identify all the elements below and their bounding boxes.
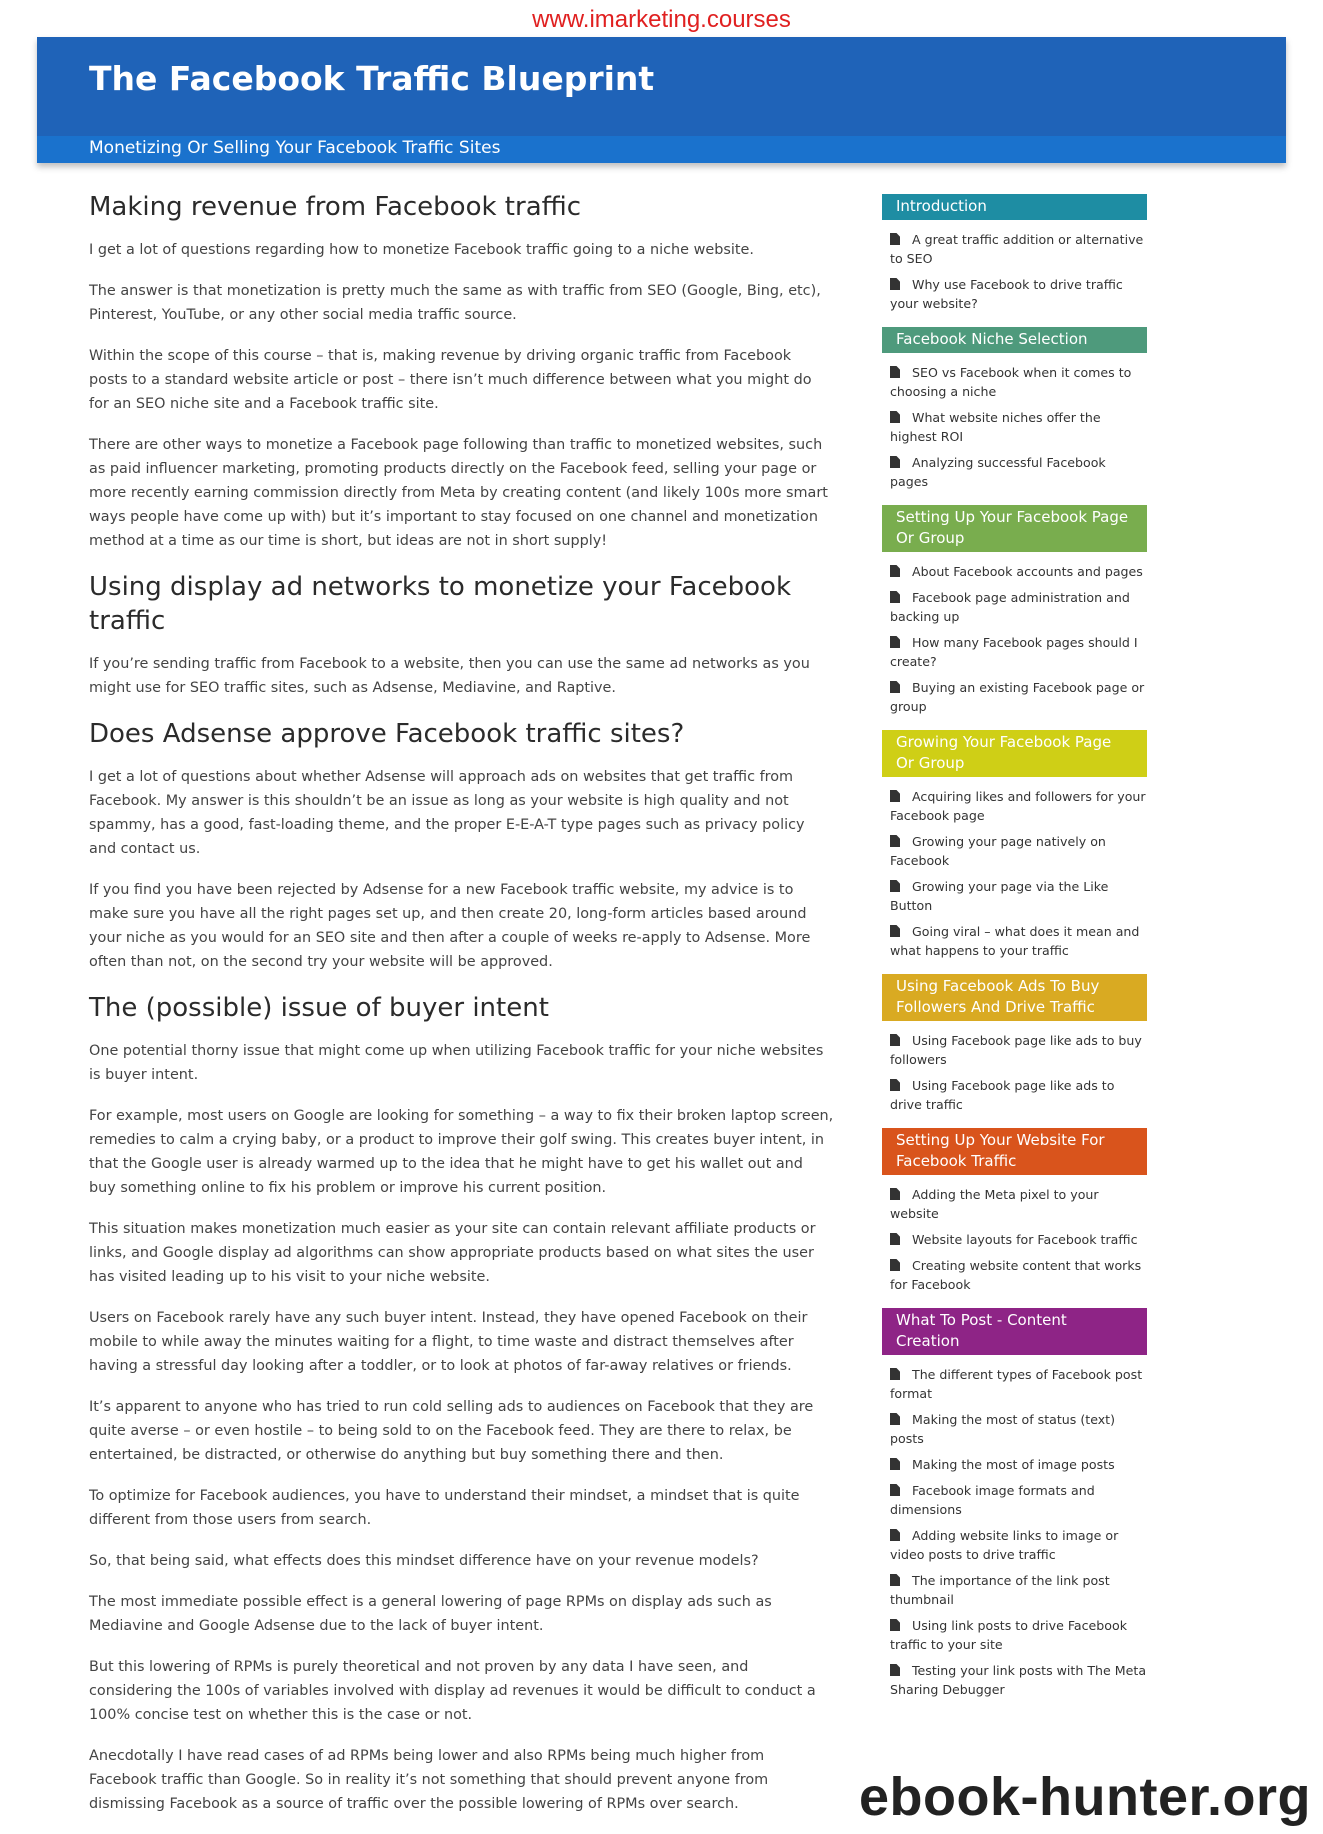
- course-title: The Facebook Traffic Blueprint: [89, 59, 655, 98]
- document-icon: [890, 1458, 900, 1470]
- site-url[interactable]: www.imarketing.courses: [532, 6, 791, 33]
- paragraph: I get a lot of questions regarding how to monetize Facebook traffic going to a niche website.: [89, 242, 754, 258]
- lesson-list: [882, 1185, 1147, 1294]
- paragraph: Users on Facebook rarely have any such buyer intent. Instead, they have opened Facebook on their mobile to while away the minutes waiting for a flight, to time waste and distract themselves after having a stressful day looking after a toddler, or to look at photos of far-away relatives or friends.: [89, 1310, 808, 1374]
- sidebar-category-website-setup: Setting Up Your Website For Facebook Traffic: [882, 1128, 1147, 1175]
- heading-adsense: Does Adsense approve Facebook traffic sites?: [89, 719, 685, 749]
- sidebar-category-growing-page: Growing Your Facebook Page Or Group: [882, 730, 1147, 777]
- sidebar-category-content-creation: What To Post - Content Creation: [882, 1308, 1147, 1355]
- lesson-link[interactable]: Growing your page natively on Facebook: [890, 834, 1106, 868]
- lesson-link[interactable]: What website niches offer the highest ROI: [890, 410, 1101, 444]
- lesson-link[interactable]: Using Facebook page like ads to buy followers: [890, 1033, 1142, 1067]
- lesson-link[interactable]: Facebook page administration and backing up: [890, 590, 1130, 624]
- paragraph: So, that being said, what effects does this mindset difference have on your revenue models?: [89, 1553, 759, 1569]
- document-icon: [890, 1034, 900, 1046]
- lesson-list: [882, 787, 1147, 960]
- lesson-link[interactable]: How many Facebook pages should I create?: [890, 635, 1138, 669]
- document-icon: [890, 233, 900, 245]
- document-icon: [890, 366, 900, 378]
- paragraph: This situation makes monetization much easier as your site can contain relevant affiliate products or links, and Google display ad algorithms can show appropriate products based on what sites the user has visited leading up to his visit to your niche website.: [89, 1221, 816, 1285]
- document-icon: [890, 790, 900, 802]
- document-icon: [890, 835, 900, 847]
- heading-buyer-intent: The (possible) issue of buyer intent: [89, 993, 549, 1023]
- paragraph: For example, most users on Google are looking for something – a way to fix their broken laptop screen, remedies to calm a crying baby, or a product to improve their golf swing. This creates buyer intent, in that the Google user is already warmed up to the idea that he might have to get his wallet out and buy something online to fix his problem or improve his current position.: [89, 1108, 834, 1196]
- document-icon: [890, 925, 900, 937]
- sidebar-category-setup-page: Setting Up Your Facebook Page Or Group: [882, 505, 1147, 552]
- lesson-list: [882, 1031, 1147, 1114]
- lesson-link[interactable]: Going viral – what does it mean and what happens to your traffic: [890, 924, 1140, 958]
- paragraph: Anecdotally I have read cases of ad RPMs being lower and also RPMs being much higher from Facebook traffic than Google. So in reality it’s not something that should prevent anyone from dismissing Facebook as a source of traffic over the possible lowering of RPMs over search.: [89, 1748, 769, 1812]
- document-icon: [890, 1484, 900, 1496]
- lesson-link[interactable]: Creating website content that works for Facebook: [890, 1258, 1142, 1292]
- paragraph: To optimize for Facebook audiences, you have to understand their mindset, a mindset that is quite different from those users from search.: [89, 1488, 800, 1528]
- course-sidebar: [882, 194, 1147, 1713]
- document-icon: [890, 636, 900, 648]
- document-icon: [890, 278, 900, 290]
- lesson-link[interactable]: The different types of Facebook post format: [890, 1367, 1143, 1401]
- document-icon: [890, 411, 900, 423]
- lesson-link[interactable]: Making the most of status (text) posts: [890, 1412, 1116, 1446]
- heading-display-ads: Using display ad networks to monetize your Facebook traffic: [89, 572, 792, 636]
- lesson-list: [882, 363, 1147, 491]
- module-subtitle: Monetizing Or Selling Your Facebook Traffic Sites: [89, 138, 501, 158]
- lesson-link[interactable]: Acquiring likes and followers for your Facebook page: [890, 789, 1146, 823]
- lesson-link[interactable]: Using Facebook page like ads to drive traffic: [890, 1078, 1115, 1112]
- lesson-link[interactable]: Adding website links to image or video posts to drive traffic: [890, 1528, 1119, 1562]
- document-icon: [890, 565, 900, 577]
- document-icon: [890, 1619, 900, 1631]
- lesson-link[interactable]: A great traffic addition or alternative to SEO: [890, 232, 1144, 266]
- paragraph: The answer is that monetization is pretty much the same as with traffic from SEO (Google, Bing, etc), Pinterest, YouTube, or any other social media traffic source.: [89, 283, 821, 323]
- document-icon: [890, 1664, 900, 1676]
- paragraph: If you find you have been rejected by Adsense for a new Facebook traffic website, my advice is to make sure you have all the right pages set up, and then create 20, long-form articles based around your niche as you would for an SEO site and then after a couple of weeks re-apply to Adsense. More often than not, on the second try your website will be approved.: [89, 882, 811, 970]
- sidebar-category-niche-selection: Facebook Niche Selection: [882, 327, 1147, 353]
- document-icon: [890, 1188, 900, 1200]
- lesson-link[interactable]: Adding the Meta pixel to your website: [890, 1187, 1099, 1221]
- lesson-link[interactable]: Why use Facebook to drive traffic your website?: [890, 277, 1123, 311]
- sidebar-category-facebook-ads: Using Facebook Ads To Buy Followers And Drive Traffic: [882, 974, 1147, 1021]
- lesson-list: [882, 562, 1147, 716]
- document-icon: [890, 1233, 900, 1245]
- lesson-list: [882, 230, 1147, 313]
- paragraph: If you’re sending traffic from Facebook to a website, then you can use the same ad networks as you might use for SEO traffic sites, such as Adsense, Mediavine, and Raptive.: [89, 656, 810, 696]
- header-banner: [37, 37, 1286, 163]
- paragraph: There are other ways to monetize a Facebook page following than traffic to monetized websites, such as paid influencer marketing, promoting products directly on the Facebook feed, selling your page or more recently earning commission directly from Meta by creating content (and likely 100s more smart ways people have come up with) but it’s important to stay focused on one channel and monetization method at a time as our time is short, but ideas are not in short supply!: [89, 437, 828, 549]
- lesson-list: [882, 1365, 1147, 1699]
- lesson-link[interactable]: Using link posts to drive Facebook traffic to your site: [890, 1618, 1127, 1652]
- lesson-link[interactable]: Facebook image formats and dimensions: [890, 1483, 1095, 1517]
- document-icon: [890, 1259, 900, 1271]
- lesson-link[interactable]: Making the most of image posts: [882, 1455, 1147, 1474]
- lesson-link[interactable]: Testing your link posts with The Meta Sharing Debugger: [890, 1663, 1147, 1697]
- lesson-link[interactable]: Website layouts for Facebook traffic: [882, 1230, 1147, 1249]
- document-icon: [890, 1529, 900, 1541]
- document-icon: [890, 1079, 900, 1091]
- paragraph: Within the scope of this course – that is, making revenue by driving organic traffic from Facebook posts to a standard website article or post – there isn’t much difference between what you might do for an SEO niche site and a Facebook traffic site.: [89, 348, 812, 412]
- article-content: [89, 190, 834, 1833]
- watermark-text: ebook-hunter.org: [859, 1767, 1311, 1827]
- document-icon: [890, 456, 900, 468]
- lesson-link[interactable]: The importance of the link post thumbnail: [890, 1573, 1110, 1607]
- lesson-link[interactable]: Buying an existing Facebook page or group: [890, 680, 1145, 714]
- paragraph: One potential thorny issue that might come up when utilizing Facebook traffic for your niche websites is buyer intent.: [89, 1043, 824, 1083]
- document-icon: [890, 1413, 900, 1425]
- lesson-link[interactable]: About Facebook accounts and pages: [882, 562, 1147, 581]
- lesson-link[interactable]: Analyzing successful Facebook pages: [890, 455, 1106, 489]
- document-icon: [890, 1574, 900, 1586]
- lesson-link[interactable]: Growing your page via the Like Button: [890, 879, 1109, 913]
- document-icon: [890, 591, 900, 603]
- document-icon: [890, 1368, 900, 1380]
- sidebar-category-introduction: Introduction: [882, 194, 1147, 220]
- paragraph: I get a lot of questions about whether Adsense will approach ads on websites that get traffic from Facebook. My answer is this shouldn’t be an issue as long as your website is high quality and not spammy, has a good, fast-loading theme, and the proper E-E-A-T type pages such as privacy policy and contact us.: [89, 769, 805, 857]
- heading-making-revenue: Making revenue from Facebook traffic: [89, 192, 582, 222]
- paragraph: It’s apparent to anyone who has tried to run cold selling ads to audiences on Facebook that they are quite averse – or even hostile – to being sold to on the Facebook feed. They are there to relax, be entertained, be distracted, or otherwise do anything but buy something there and then.: [89, 1399, 814, 1463]
- paragraph: The most immediate possible effect is a general lowering of page RPMs on display ads such as Mediavine and Google Adsense due to the lack of buyer intent.: [89, 1594, 772, 1634]
- paragraph: But this lowering of RPMs is purely theoretical and not proven by any data I have seen, and considering the 100s of variables involved with display ad revenues it would be difficult to conduct a 100% concise test on whether this is the case or not.: [89, 1659, 816, 1723]
- document-icon: [890, 880, 900, 892]
- lesson-link[interactable]: SEO vs Facebook when it comes to choosing a niche: [890, 365, 1132, 399]
- document-icon: [890, 681, 900, 693]
